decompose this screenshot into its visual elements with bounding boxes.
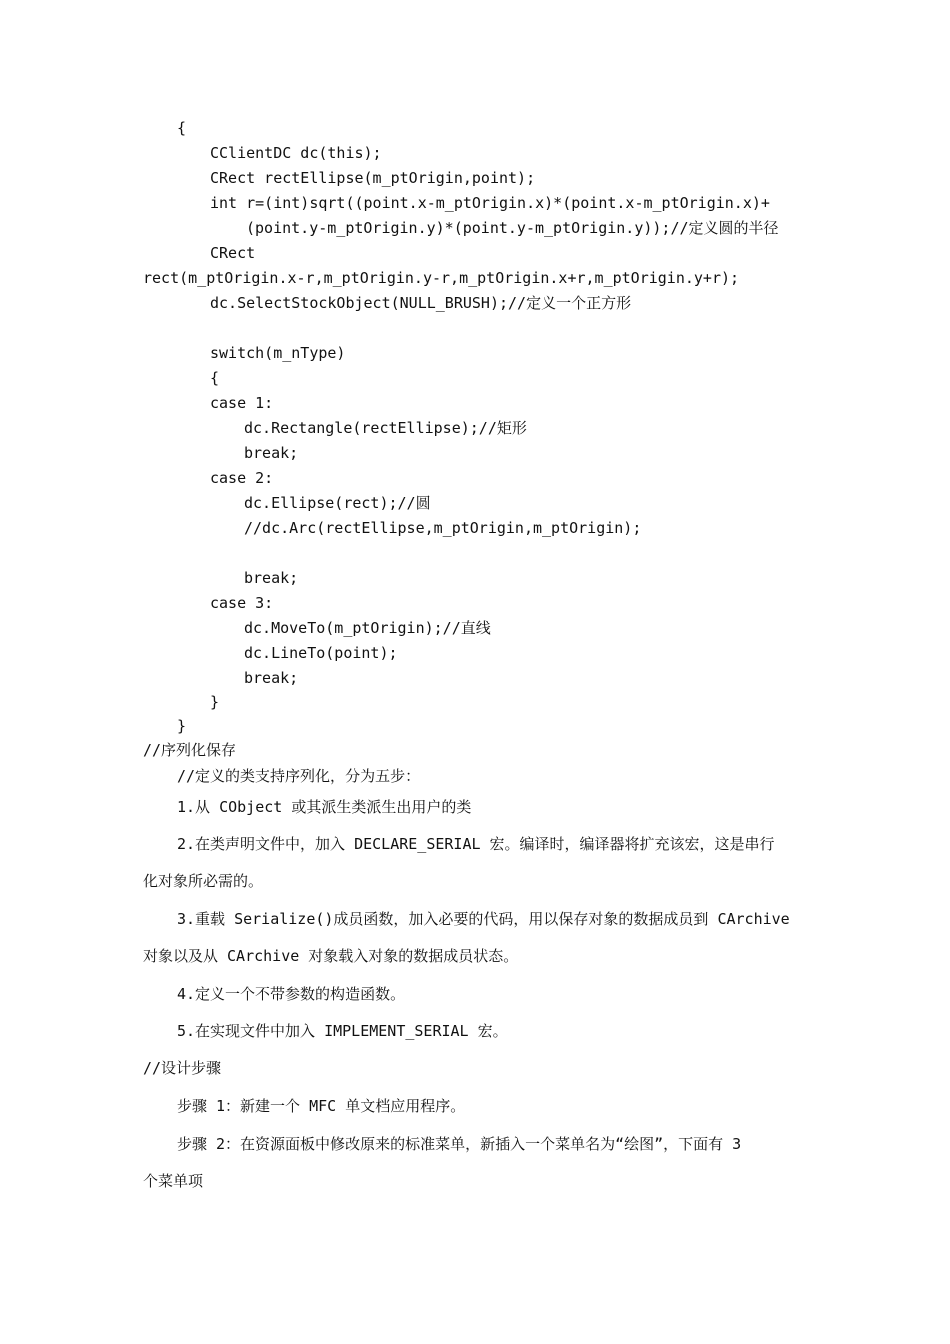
code-line: break;	[244, 569, 299, 587]
serialization-heading: //序列化保存	[143, 741, 237, 759]
serialization-intro: //定义的类支持序列化，分为五步：	[177, 767, 421, 785]
code-line: int r=(int)sqrt((point.x-m_ptOrigin.x)*(point.x-m_ptOrigin.x)+	[210, 194, 770, 212]
serialization-step: 2.在类声明文件中，加入 DECLARE_SERIAL 宏。编译时，编译器将扩充该宏，这是串行	[177, 835, 775, 853]
serialization-step: 4.定义一个不带参数的构造函数。	[177, 985, 406, 1003]
code-line: case 3:	[210, 594, 274, 612]
design-step: 步骤 2：在资源面板中修改原来的标准菜单，新插入一个菜单名为“绘图”，下面有 3	[177, 1135, 742, 1153]
design-step-continued: 个菜单项	[143, 1172, 204, 1190]
serialization-step: 5.在实现文件中加入 IMPLEMENT_SERIAL 宏。	[177, 1022, 508, 1040]
code-line: {	[177, 119, 187, 137]
code-line: switch(m_nType)	[210, 344, 346, 362]
code-line: }	[177, 717, 187, 735]
code-line: break;	[244, 444, 299, 462]
design-heading: //设计步骤	[143, 1059, 222, 1077]
code-line: case 1:	[210, 394, 274, 412]
serialization-step-continued: 对象以及从 CArchive 对象载入对象的数据成员状态。	[143, 947, 519, 965]
code-line: case 2:	[210, 469, 274, 487]
code-line: dc.MoveTo(m_ptOrigin);//直线	[244, 619, 491, 637]
code-line: {	[210, 369, 220, 387]
serialization-step-continued: 化对象所必需的。	[143, 872, 264, 890]
code-line: dc.LineTo(point);	[244, 644, 398, 662]
serialization-step: 1.从 CObject 或其派生类派生出用户的类	[177, 798, 472, 816]
code-line: CClientDC dc(this);	[210, 144, 382, 162]
code-line: dc.Rectangle(rectEllipse);//矩形	[244, 419, 527, 437]
code-line: dc.SelectStockObject(NULL_BRUSH);//定义一个正方形	[210, 294, 632, 312]
code-line: rect(m_ptOrigin.x-r,m_ptOrigin.y-r,m_ptOrigin.x+r,m_ptOrigin.y+r);	[143, 269, 740, 287]
serialization-step: 3.重载 Serialize()成员函数，加入必要的代码，用以保存对象的数据成员到 CArchive	[177, 910, 790, 928]
code-line: break;	[244, 669, 299, 687]
code-line: }	[210, 693, 220, 711]
code-line: dc.Ellipse(rect);//圆	[244, 494, 431, 512]
code-line: CRect rectEllipse(m_ptOrigin,point);	[210, 169, 536, 187]
design-step: 步骤 1：新建一个 MFC 单文档应用程序。	[177, 1097, 466, 1115]
code-line: (point.y-m_ptOrigin.y)*(point.y-m_ptOrigin.y));//定义圆的半径	[246, 219, 779, 237]
code-line: //dc.Arc(rectEllipse,m_ptOrigin,m_ptOrigin);	[244, 519, 642, 537]
code-line: CRect	[210, 244, 256, 262]
